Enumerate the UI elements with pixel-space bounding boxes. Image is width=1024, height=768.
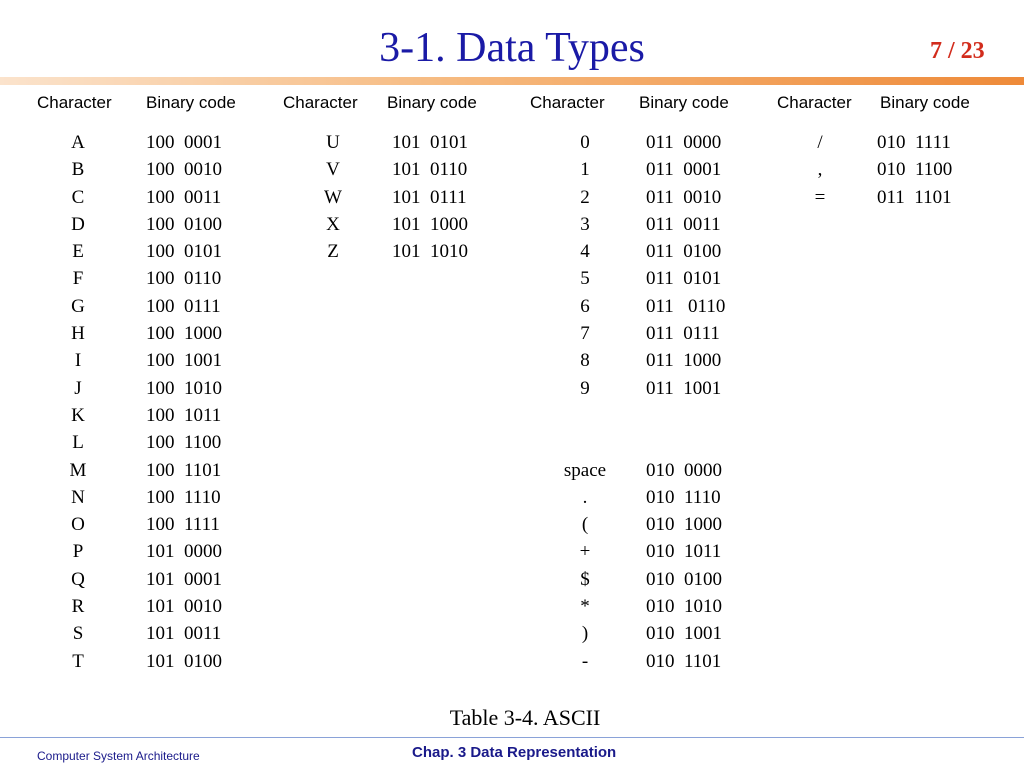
binary-code: 011 0001 bbox=[646, 159, 722, 181]
ascii-character: 3 bbox=[580, 213, 590, 235]
ascii-character: S bbox=[72, 623, 84, 645]
binary-code: 100 0100 bbox=[146, 213, 222, 235]
binary-code: 010 1101 bbox=[646, 650, 722, 672]
header-binary-3: Binary code bbox=[639, 93, 729, 112]
binary-code: 011 0000 bbox=[646, 132, 722, 153]
binary-code: 010 1011 bbox=[646, 541, 722, 563]
binary-code: 101 0011 bbox=[146, 623, 222, 645]
ascii-character: / bbox=[817, 132, 823, 153]
ascii-character: R bbox=[71, 596, 85, 618]
binary-code: 100 1110 bbox=[146, 486, 221, 508]
binary-code: 101 0001 bbox=[146, 568, 222, 590]
ascii-character: U bbox=[326, 132, 340, 153]
binary-code: 100 0111 bbox=[146, 295, 221, 317]
binary-code: 010 1111 bbox=[877, 132, 951, 153]
binary-code: 011 0010 bbox=[646, 186, 722, 208]
binary-code: 101 0110 bbox=[392, 159, 468, 181]
ascii-character: C bbox=[71, 186, 85, 208]
ascii-character: T bbox=[72, 650, 84, 672]
ascii-character: H bbox=[71, 323, 85, 345]
ascii-character: V bbox=[326, 159, 340, 181]
binary-code: 101 1010 bbox=[392, 241, 468, 263]
binary-code: 101 0010 bbox=[146, 596, 222, 618]
ascii-character: Z bbox=[327, 241, 339, 263]
ascii-character: 9 bbox=[580, 377, 590, 399]
binary-code: 010 1010 bbox=[646, 596, 722, 618]
binary-code: 101 0000 bbox=[146, 541, 222, 563]
ascii-character: 5 bbox=[580, 268, 590, 290]
binary-code: 010 1100 bbox=[877, 159, 953, 181]
binary-code: 100 1010 bbox=[146, 377, 222, 399]
slide-title: 3-1. Data Types bbox=[379, 25, 645, 71]
ascii-character: N bbox=[71, 486, 85, 508]
binary-code: 100 0110 bbox=[146, 268, 222, 290]
ascii-character: B bbox=[71, 159, 85, 181]
ascii-character: 1 bbox=[580, 159, 590, 181]
footer-rule bbox=[0, 737, 1024, 738]
binary-code: 010 1000 bbox=[646, 514, 722, 536]
binary-code: 010 1110 bbox=[646, 486, 721, 508]
ascii-character: D bbox=[71, 213, 85, 235]
binary-code: 011 0111 bbox=[646, 323, 720, 345]
binary-code: 100 0101 bbox=[146, 241, 222, 263]
binary-code: 010 1001 bbox=[646, 623, 722, 645]
header-binary-1: Binary code bbox=[146, 93, 236, 112]
ascii-character: P bbox=[72, 541, 84, 563]
binary-code: 101 0101 bbox=[392, 132, 468, 153]
ascii-character: , bbox=[817, 159, 823, 181]
binary-code: 100 1111 bbox=[146, 514, 220, 536]
binary-code: 011 1000 bbox=[646, 350, 722, 372]
ascii-character: 4 bbox=[580, 241, 590, 263]
binary-code: 011 0100 bbox=[646, 241, 722, 263]
ascii-character: I bbox=[74, 350, 82, 372]
ascii-character: 8 bbox=[580, 350, 590, 372]
binary-code: 100 1000 bbox=[146, 323, 222, 345]
header-character-1: Character bbox=[37, 93, 112, 112]
ascii-character: J bbox=[74, 377, 82, 399]
binary-code: 100 1001 bbox=[146, 350, 222, 372]
ascii-character: L bbox=[72, 432, 84, 454]
binary-code: 101 0111 bbox=[392, 186, 467, 208]
ascii-character: 2 bbox=[580, 186, 590, 208]
header-character-4: Character bbox=[777, 93, 852, 112]
ascii-character: O bbox=[71, 514, 85, 536]
header-binary-4: Binary code bbox=[880, 93, 970, 112]
ascii-character: + bbox=[579, 541, 591, 563]
ascii-character: space bbox=[563, 459, 607, 481]
binary-code: 011 0101 bbox=[646, 268, 722, 290]
binary-code: 100 0010 bbox=[146, 159, 222, 181]
footer-chapter: Chap. 3 Data Representation bbox=[412, 744, 617, 761]
ascii-character: ) bbox=[581, 623, 589, 645]
binary-code: 100 1100 bbox=[146, 432, 222, 454]
binary-code: 011 0110 bbox=[646, 295, 726, 317]
ascii-character: E bbox=[72, 241, 84, 263]
header-binary-2: Binary code bbox=[387, 93, 477, 112]
binary-code: 100 1011 bbox=[146, 404, 222, 426]
ascii-character: = bbox=[814, 186, 826, 208]
binary-code: 100 1101 bbox=[146, 459, 222, 481]
page-number: 7 / 23 bbox=[930, 38, 985, 64]
binary-code: 100 0001 bbox=[146, 132, 222, 153]
ascii-character: ( bbox=[581, 514, 589, 536]
ascii-character: A bbox=[71, 132, 85, 153]
binary-code: 100 0011 bbox=[146, 186, 222, 208]
binary-code: 101 1000 bbox=[392, 213, 468, 235]
binary-code: 010 0100 bbox=[646, 568, 722, 590]
ascii-character: 7 bbox=[580, 323, 590, 345]
header-character-2: Character bbox=[283, 93, 358, 112]
binary-code: 010 0000 bbox=[646, 459, 722, 481]
ascii-character: - bbox=[581, 650, 589, 672]
binary-code: 011 1001 bbox=[646, 377, 722, 399]
ascii-character: F bbox=[72, 268, 84, 290]
title-divider-bar bbox=[0, 77, 1024, 85]
table-caption: Table 3-4. ASCII bbox=[449, 705, 601, 730]
ascii-character: W bbox=[324, 186, 342, 208]
header-character-3: Character bbox=[530, 93, 605, 112]
ascii-character: K bbox=[71, 404, 85, 426]
ascii-character: G bbox=[71, 295, 85, 317]
ascii-character: 0 bbox=[580, 132, 590, 153]
ascii-character: * bbox=[580, 596, 590, 618]
binary-code: 011 0011 bbox=[646, 213, 721, 235]
ascii-character: X bbox=[326, 213, 340, 235]
ascii-character: M bbox=[69, 459, 87, 481]
ascii-character: . bbox=[582, 486, 588, 508]
ascii-character: $ bbox=[580, 568, 590, 590]
footer-course-title: Computer System Architecture bbox=[37, 749, 200, 763]
ascii-character: 6 bbox=[580, 295, 590, 317]
ascii-character: Q bbox=[71, 568, 85, 590]
binary-code: 011 1101 bbox=[877, 186, 952, 208]
binary-code: 101 0100 bbox=[146, 650, 222, 672]
